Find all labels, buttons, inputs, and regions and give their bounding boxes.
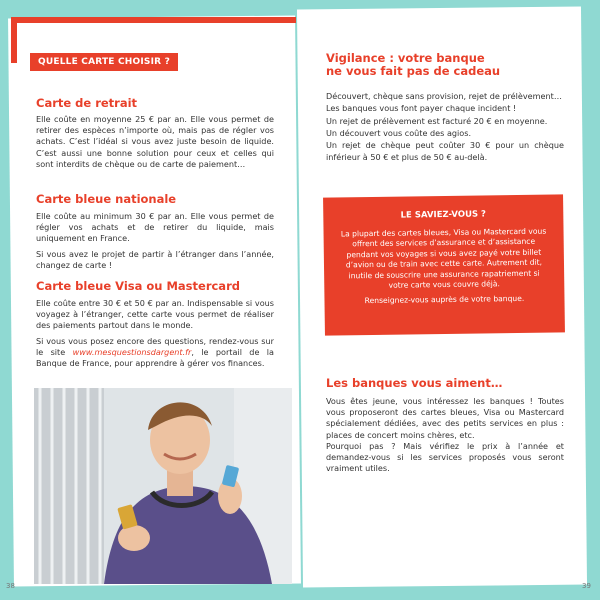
paragraph: Elle coûte en moyenne 25 € par an. Elle vous permet de retirer des espèces n’importe où, mais pas de régler vos achats. C’est l’idéal si vous avez juste besoin de liquide. C’est aussi une bonne solution pour ceux et celles qui sont interdits de chèque ou de carte de paiement… [36, 114, 274, 169]
text-line: Les banques vous font payer chaque incident ! [326, 103, 517, 114]
box-paragraph: La plupart des cartes bleues, Visa ou Mastercard vous offrent des services d’assurance et d’assistance pendant vos voyages si vous avez payé votre billet d’avion ou de train avec cette carte. Autrement dit, inutile de souscrire une assurance rapatriement si votre carte vous couvre déjà. [340, 226, 547, 290]
paragraph-with-link [36, 336, 274, 370]
paragraph: Pourquoi pas ? Mais vérifiez le prix à l’année et demandez-vous si les services proposés vous seront vraiment utiles. [326, 440, 564, 474]
le-saviez-vous-box [323, 194, 565, 335]
paragraph: Elle coûte entre 30 € et 50 € par an. Indispensable si vous voyagez à l’étranger, cette carte vous permet de réaliser des paiements partout dans le monde. [36, 298, 274, 331]
paragraph: Si vous avez le projet de partir à l’étranger dans l’année, changez de carte ! [36, 248, 274, 270]
banque-de-france-link[interactable]: www.mesquestionsdargent.fr [72, 346, 192, 357]
paragraph: Elle coûte au minimum 30 € par an. Elle vous permet de régler vos achats et de retirer du liquide, mais uniquement en France. [36, 211, 274, 244]
text-carte-visa [36, 298, 274, 373]
heading-carte-visa: Carte bleue Visa ou Mastercard [36, 279, 240, 293]
red-frame-side [11, 17, 17, 63]
text-banques [326, 396, 564, 478]
photo-young-man-cards [34, 388, 292, 584]
text-carte-nationale [36, 211, 274, 275]
text-line: Un rejet de prélèvement est facturé 20 € en moyenne. [326, 115, 548, 126]
text-line: Un découvert vous coûte des agios. [326, 127, 472, 138]
heading-line: Vigilance : votre banque [326, 51, 485, 65]
paragraph: Vous êtes jeune, vous intéressez les banques ! Toutes vous proposeront des cartes bleues, Visa ou Mastercard spécialement dédiées, avec des petits services en plus : places de concert moins chères, etc. [326, 396, 564, 440]
text-vigilance [326, 90, 564, 164]
heading-vigilance [326, 52, 500, 78]
red-frame-top [11, 17, 296, 23]
page-number-right: 39 [582, 582, 591, 590]
box-title: LE SAVIEZ-VOUS ? [400, 209, 487, 221]
box-text [337, 227, 550, 313]
box-paragraph: Renseignez-vous auprès de votre banque. [364, 294, 525, 306]
text-span: , le portail de la Banque de France, pour apprendre à gérer vos finances. [36, 346, 274, 369]
text-carte-retrait [36, 114, 274, 174]
page-number-left: 38 [6, 582, 15, 590]
section-badge: QUELLE CARTE CHOISIR ? [30, 53, 178, 71]
heading-line: ne vous fait pas de cadeau [326, 64, 501, 78]
text-line: Un rejet de chèque peut coûter 30 € pour un chèque inférieur à 50 € et plus de 50 € au-delà. [326, 140, 564, 163]
heading-carte-nationale: Carte bleue nationale [36, 192, 177, 206]
heading-carte-retrait: Carte de retrait [36, 96, 138, 110]
photo-illustration [34, 388, 292, 584]
heading-banques: Les banques vous aiment… [326, 376, 503, 390]
text-span: Si vous vous posez encore des questions, rendez-vous sur le site [36, 335, 274, 357]
text-line: Découvert, chèque sans provision, rejet de prélèvement… [326, 91, 562, 101]
